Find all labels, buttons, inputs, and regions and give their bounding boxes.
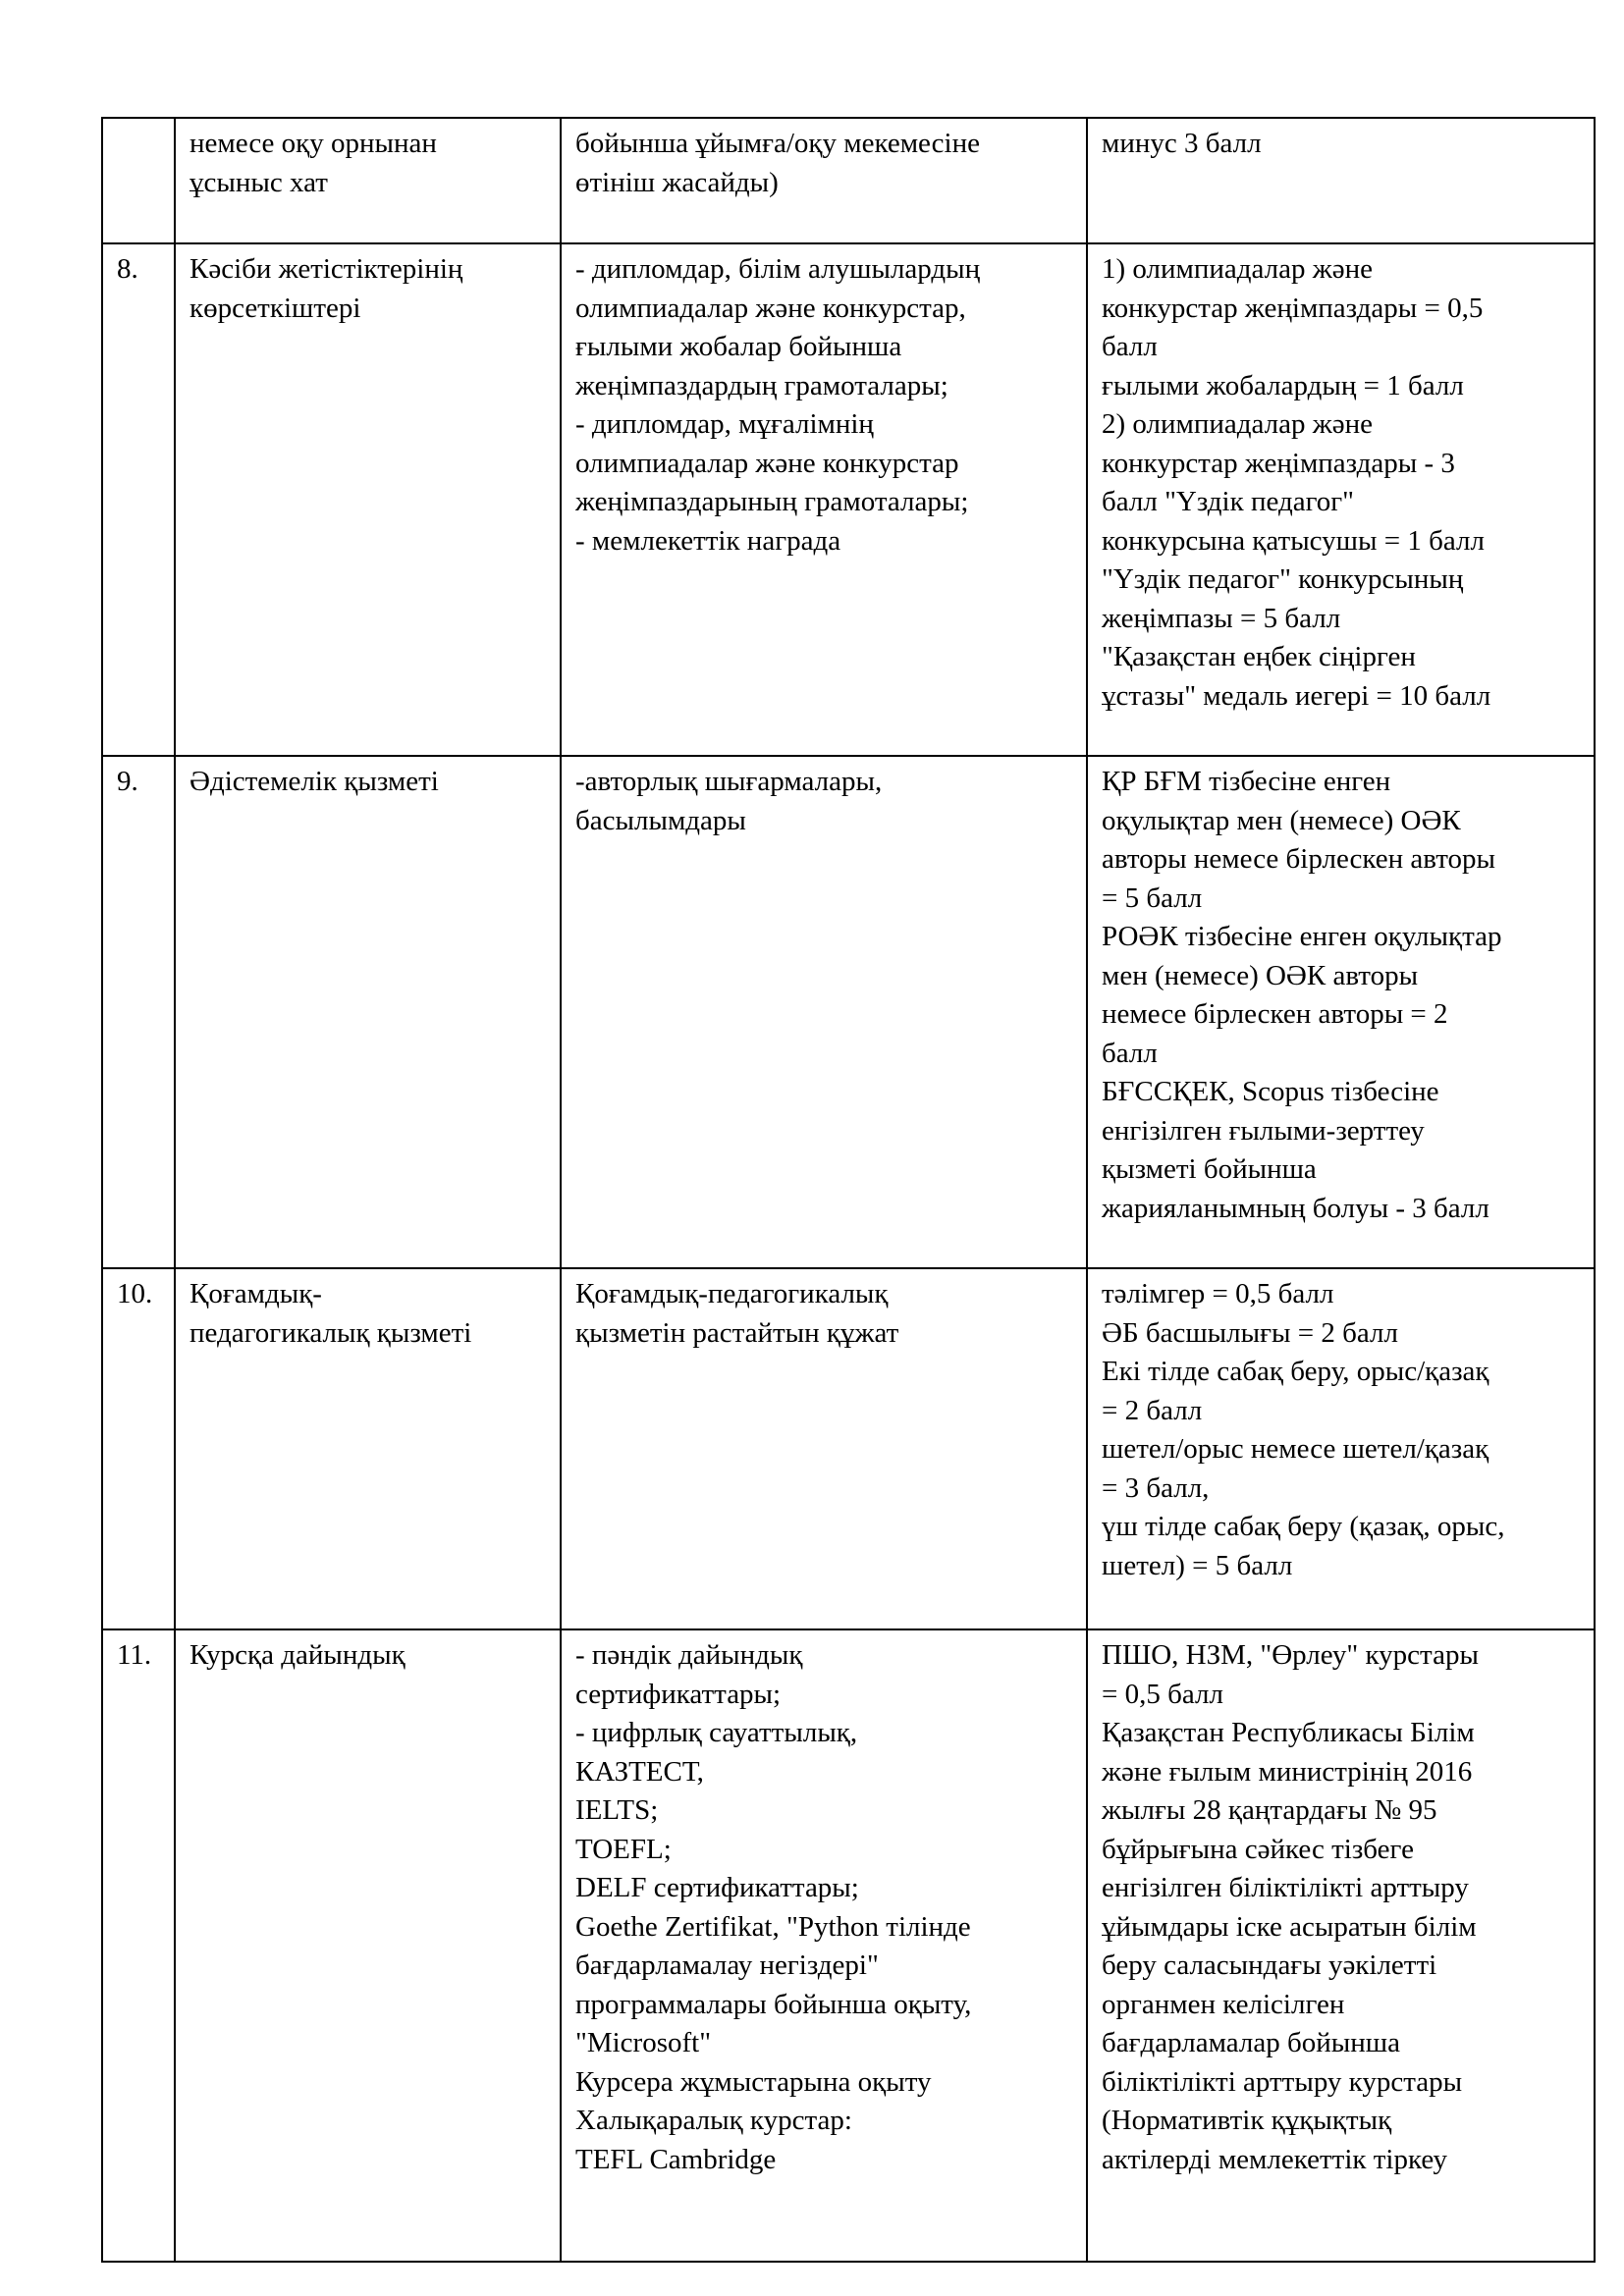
score-cell: ҚР БҒМ тізбесіне енген оқулықтар мен (немесе) ОӘК авторы немесе бірлескен авторы = 5 балл РОӘК тізбесіне енген оқулықтар мен (немесе) ОӘК авторы немесе бірлескен авторы = 2 балл БҒССҚЕК, Scopus тізбесіне енгізілген ғылыми-зерттеу қызметі бойынша жарияланымның болуы - 3 балл	[1087, 756, 1595, 1268]
table-row	[102, 243, 1595, 756]
row-number-cell	[102, 118, 175, 243]
document-cell: - пәндік дайындық сертификаттары; - цифрлық сауаттылық, КАЗТЕСТ, IELTS; TOEFL; DELF сертификаттары; Goethe Zertifikat, "Python тілінде бағдарламалау негіздері" программалары бойынша оқыту, "Microsoft" Курсера жұмыстарына оқыту Халықаралық курстар: TEFL Cambridge	[561, 1629, 1087, 2262]
criteria-table	[101, 117, 1596, 2263]
score-cell: минус 3 балл	[1087, 118, 1595, 243]
table-row	[102, 1629, 1595, 2262]
document-cell: бойынша ұйымға/оқу мекемесіне өтініш жасайды)	[561, 118, 1087, 243]
table-row	[102, 756, 1595, 1268]
criterion-cell: Кәсіби жетістіктерінің көрсеткіштері	[175, 243, 561, 756]
row-number-cell: 8.	[102, 243, 175, 756]
score-cell: 1) олимпиадалар және конкурстар жеңімпаздары = 0,5 балл ғылыми жобалардың = 1 балл 2) олимпиадалар және конкурстар жеңімпаздары - 3 балл "Үздік педагог" конкурсына қатысушы = 1 балл "Үздік педагог" конкурсының жеңімпазы = 5 балл "Қазақстан еңбек сіңірген ұстазы" медаль иегері = 10 балл	[1087, 243, 1595, 756]
table-row	[102, 1268, 1595, 1629]
criterion-cell: Курсқа дайындық	[175, 1629, 561, 2262]
document-cell: -авторлық шығармалары, басылымдары	[561, 756, 1087, 1268]
document-cell: Қоғамдық-педагогикалық қызметін растайтын құжат	[561, 1268, 1087, 1629]
criterion-cell: Қоғамдық- педагогикалық қызметі	[175, 1268, 561, 1629]
row-number-cell: 10.	[102, 1268, 175, 1629]
table-row	[102, 118, 1595, 243]
score-cell: тәлімгер = 0,5 балл ӘБ басшылығы = 2 балл Екі тілде сабақ беру, орыс/қазақ = 2 балл шетел/орыс немесе шетел/қазақ = 3 балл, үш тілде сабақ беру (қазақ, орыс, шетел) = 5 балл	[1087, 1268, 1595, 1629]
row-number-cell: 9.	[102, 756, 175, 1268]
criterion-cell: Әдістемелік қызметі	[175, 756, 561, 1268]
score-cell: ПШО, НЗМ, "Өрлеу" курстары = 0,5 балл Қазақстан Республикасы Білім және ғылым министрінің 2016 жылғы 28 қаңтардағы № 95 бұйрығына сәйкес тізбеге енгізілген біліктілікті арттыру ұйымдары іске асыратын білім беру саласындағы уәкілетті органмен келісілген бағдарламалар бойынша біліктілікті арттыру курстары (Нормативтік құқықтық актілерді мемлекеттік тіркеу	[1087, 1629, 1595, 2262]
row-number-cell: 11.	[102, 1629, 175, 2262]
document-cell: - дипломдар, білім алушылардың олимпиадалар және конкурстар, ғылыми жобалар бойынша жеңімпаздардың грамоталары; - дипломдар, мұғалімнің олимпиадалар және конкурстар жеңімпаздарының грамоталары; - мемлекеттік награда	[561, 243, 1087, 756]
criterion-cell: немесе оқу орнынан ұсыныс хат	[175, 118, 561, 243]
